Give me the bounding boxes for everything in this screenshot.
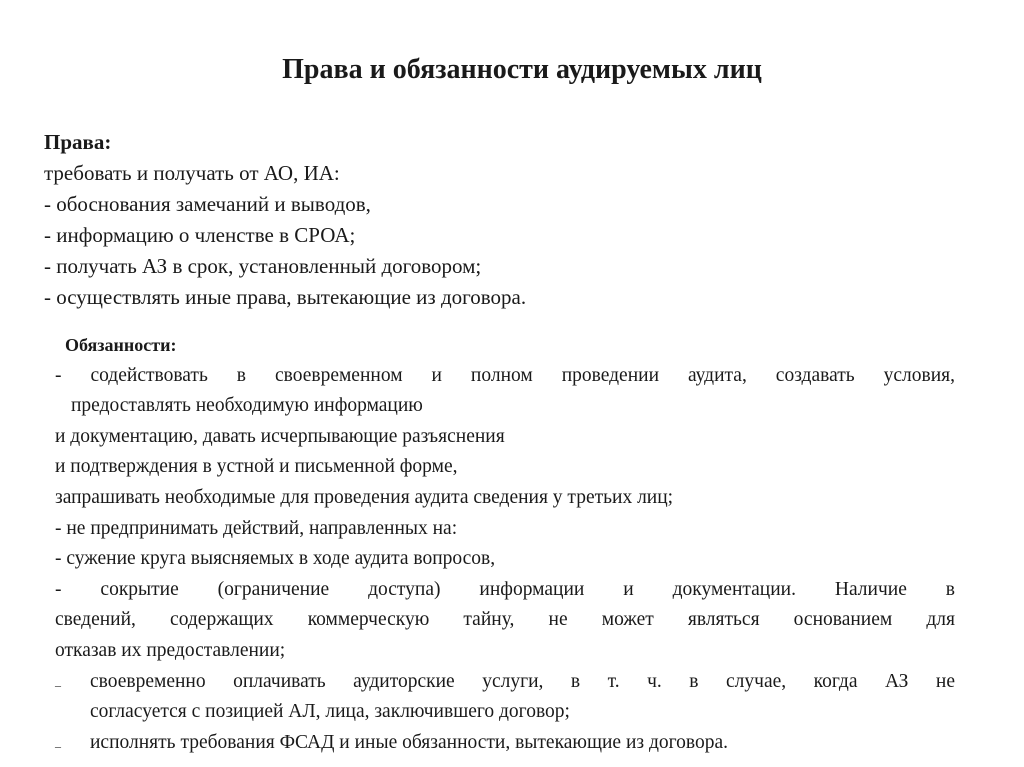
rights-intro: требовать и получать от АО, ИА: xyxy=(44,161,340,185)
duties-line: своевременно оплачивать аудиторские услуги, в т. ч. в случае, когда АЗ не xyxy=(90,670,955,692)
rights-item: - обоснования замечаний и выводов, xyxy=(44,192,371,216)
duties-line: отказав их предоставлении; xyxy=(55,639,286,661)
rights-heading: Права: xyxy=(44,130,112,154)
duties-line: предоставлять необходимую информацию xyxy=(71,395,423,417)
rights-section xyxy=(44,127,964,313)
page-title: Права и обязанности аудируемых лиц xyxy=(282,54,762,85)
duties-line: - содействовать в своевременном и полном проведении аудита, создавать условия, xyxy=(55,364,955,386)
duties-line: - сужение круга выясняемых в ходе аудита вопросов, xyxy=(55,548,496,570)
duties-line: - не предпринимать действий, направленных на: xyxy=(55,517,458,539)
duties-line: и документацию, давать исчерпывающие разъяснения xyxy=(55,425,505,447)
dash-bullet: – xyxy=(55,677,61,692)
rights-item: - получать АЗ в срок, установленный договором; xyxy=(44,254,482,278)
duties-dash-item xyxy=(55,667,955,728)
duties-section xyxy=(55,330,955,761)
rights-item: - информацию о членстве в СРОА; xyxy=(44,223,356,247)
duties-line: исполнять требования ФСАД и иные обязанности, вытекающие из договора. xyxy=(90,731,729,753)
rights-item: - осуществлять иные права, вытекающие из договора. xyxy=(44,285,527,309)
duties-heading: Обязанности: xyxy=(65,335,177,355)
duties-dash-item xyxy=(55,728,955,762)
duties-line: и подтверждения в устной и письменной форме, xyxy=(55,456,458,478)
duties-line: запрашивать необходимые для проведения аудита сведения у третьих лиц; xyxy=(55,486,674,508)
duties-line: согласуется с позицией АЛ, лица, заключившего договор; xyxy=(90,701,570,723)
duties-line: - сокрытие (ограничение доступа) информации и документации. Наличие в xyxy=(55,578,955,600)
duties-line: сведений, содержащих коммерческую тайну, не может являться основанием для xyxy=(55,609,955,631)
dash-bullet: – xyxy=(55,738,61,753)
